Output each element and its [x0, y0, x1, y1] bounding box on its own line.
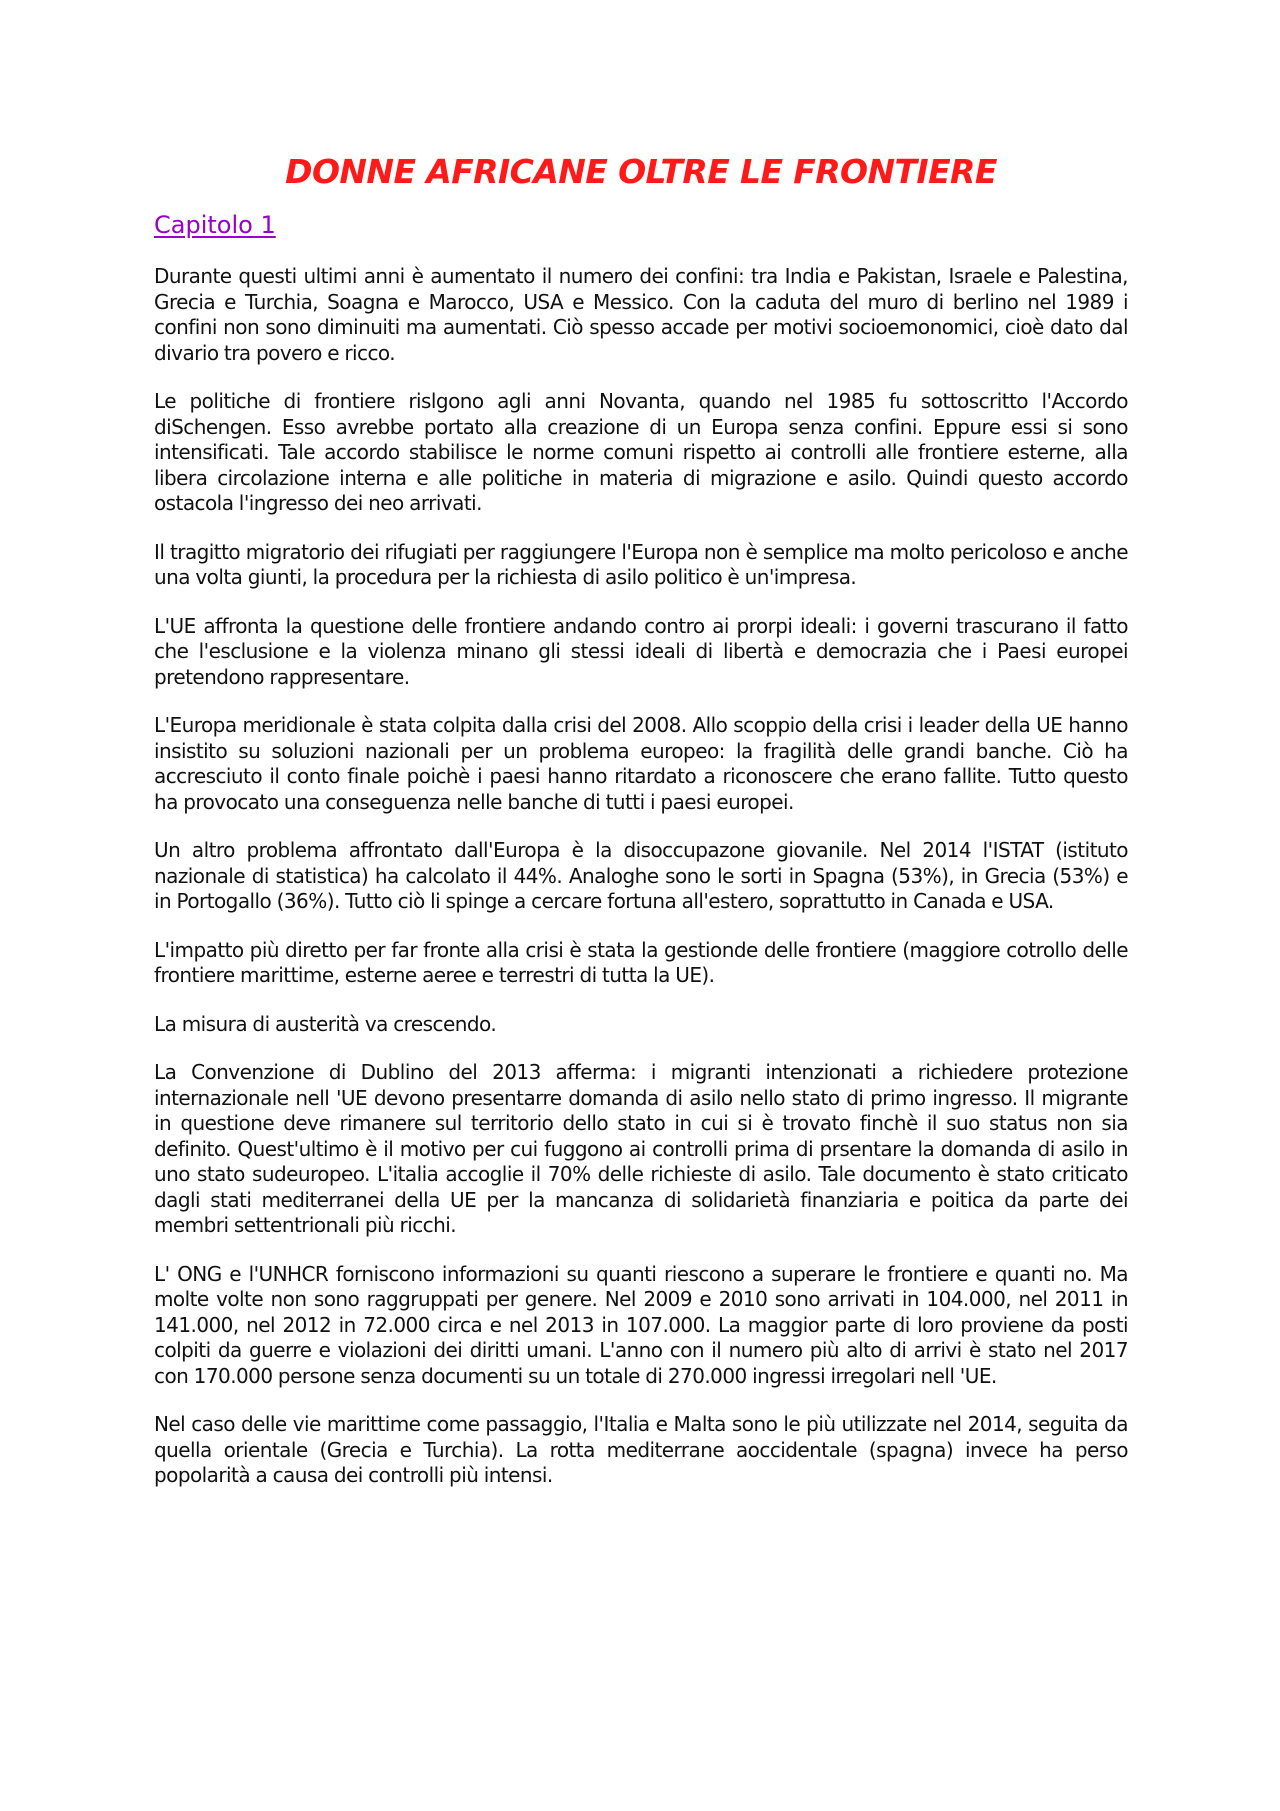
- paragraph: Il tragitto migratorio dei rifugiati per raggiungere l'Europa non è semplice ma molto pericoloso e anche una volta giunti, la procedura per la richiesta di asilo politico è un'impresa.: [154, 539, 1128, 589]
- paragraph: La misura di austerità va crescendo.: [154, 1011, 497, 1036]
- paragraph: Durante questi ultimi anni è aumentato il numero dei confini: tra India e Pakistan, Israele e Palestina, Grecia e Turchia, Soagna e Marocco, USA e Messico. Con la caduta del muro di berlino nel 1989 i confini non sono diminuiti ma aumentati. Ciò spesso accade per motivi socioemonomici, cioè dato dal divario tra povero e ricco.: [154, 264, 1128, 365]
- paragraph: Le politiche di frontiere rislgono agli anni Novanta, quando nel 1985 fu sottoscritto l'Accordo diSchengen. Esso avrebbe portato alla creazione di un Europa senza confini. Eppure essi si sono intensificati. Tale accordo stabilisce le norme comuni rispetto ai controlli alle frontiere esterne, alla libera circolazione interna e alle politiche in materia di migrazione e asilo. Quindi questo accordo ostacola l'ingresso dei neo arrivati.: [154, 389, 1128, 515]
- paragraph: La Convenzione di Dublino del 2013 afferma: i migranti intenzionati a richiedere protezione internazionale nell 'UE devono presentarre domanda di asilo nello stato di primo ingresso. Il migrante in questione deve rimanere sul territorio dello stato in cui si è trovato finchè il suo status non sia definito. Quest'ultimo è il motivo per cui fuggono ai controlli prima di prsentare la domanda di asilo in uno stato sudeuropeo. L'italia accoglie il 70% delle richieste di asilo. Tale documento è stato criticato dagli stati mediterranei della UE per la mancanza di solidarietà finanziaria e poitica da parte dei membri settentrionali più ricchi.: [154, 1060, 1128, 1237]
- paragraph-list: [154, 264, 1128, 1489]
- chapter-heading-link[interactable]: Capitolo 1: [154, 211, 276, 239]
- paragraph: L'Europa meridionale è stata colpita dalla crisi del 2008. Allo scoppio della crisi i leader della UE hanno insistito su soluzioni nazionali per un problema europeo: la fragilità delle grandi banche. Ciò ha accresciuto il conto finale poichè i paesi hanno ritardato a riconoscere che erano fallite. Tutto questo ha provocato una conseguenza nelle banche di tutti i paesi europei.: [154, 713, 1128, 814]
- paragraph: L'impatto più diretto per far fronte alla crisi è stata la gestionde delle frontiere (maggiore cotrollo delle frontiere marittime, esterne aeree e terrestri di tutta la UE).: [154, 937, 1128, 987]
- document-content: [154, 148, 1128, 1512]
- document-title: DONNE AFRICANE OLTRE LE FRONTIERE: [285, 152, 997, 191]
- paragraph: L' ONG e l'UNHCR forniscono informazioni su quanti riescono a superare le frontiere e quanti no. Ma molte volte non sono raggruppati per genere. Nel 2009 e 2010 sono arrivati in 104.000, nel 2011 in 141.000, nel 2012 in 72.000 circa e nel 2013 in 107.000. La maggior parte di loro proviene da posti colpiti da guerre e violazioni dei diritti umani. L'anno con il numero più alto di arrivi è stato nel 2017 con 170.000 persone senza documenti su un totale di 270.000 ingressi irregolari nell 'UE.: [154, 1261, 1128, 1388]
- paragraph: L'UE affronta la questione delle frontiere andando contro ai prorpi ideali: i governi trascurano il fatto che l'esclusione e la violenza minano gli stessi ideali di libertà e democrazia che i Paesi europei pretendono rappresentare.: [154, 613, 1128, 689]
- paragraph: Un altro problema affrontato dall'Europa è la disoccupazone giovanile. Nel 2014 l'ISTAT (istituto nazionale di statistica) ha calcolato il 44%. Analoghe sono le sorti in Spagna (53%), in Grecia (53%) e in Portogallo (36%). Tutto ciò li spinge a cercare fortuna all'estero, soprattutto in Canada e USA.: [154, 838, 1128, 913]
- paragraph: Nel caso delle vie marittime come passaggio, l'Italia e Malta sono le più utilizzate nel 2014, seguita da quella orientale (Grecia e Turchia). La rotta mediterrane aoccidentale (spagna) invece ha perso popolarità a causa dei controlli più intensi.: [154, 1412, 1128, 1487]
